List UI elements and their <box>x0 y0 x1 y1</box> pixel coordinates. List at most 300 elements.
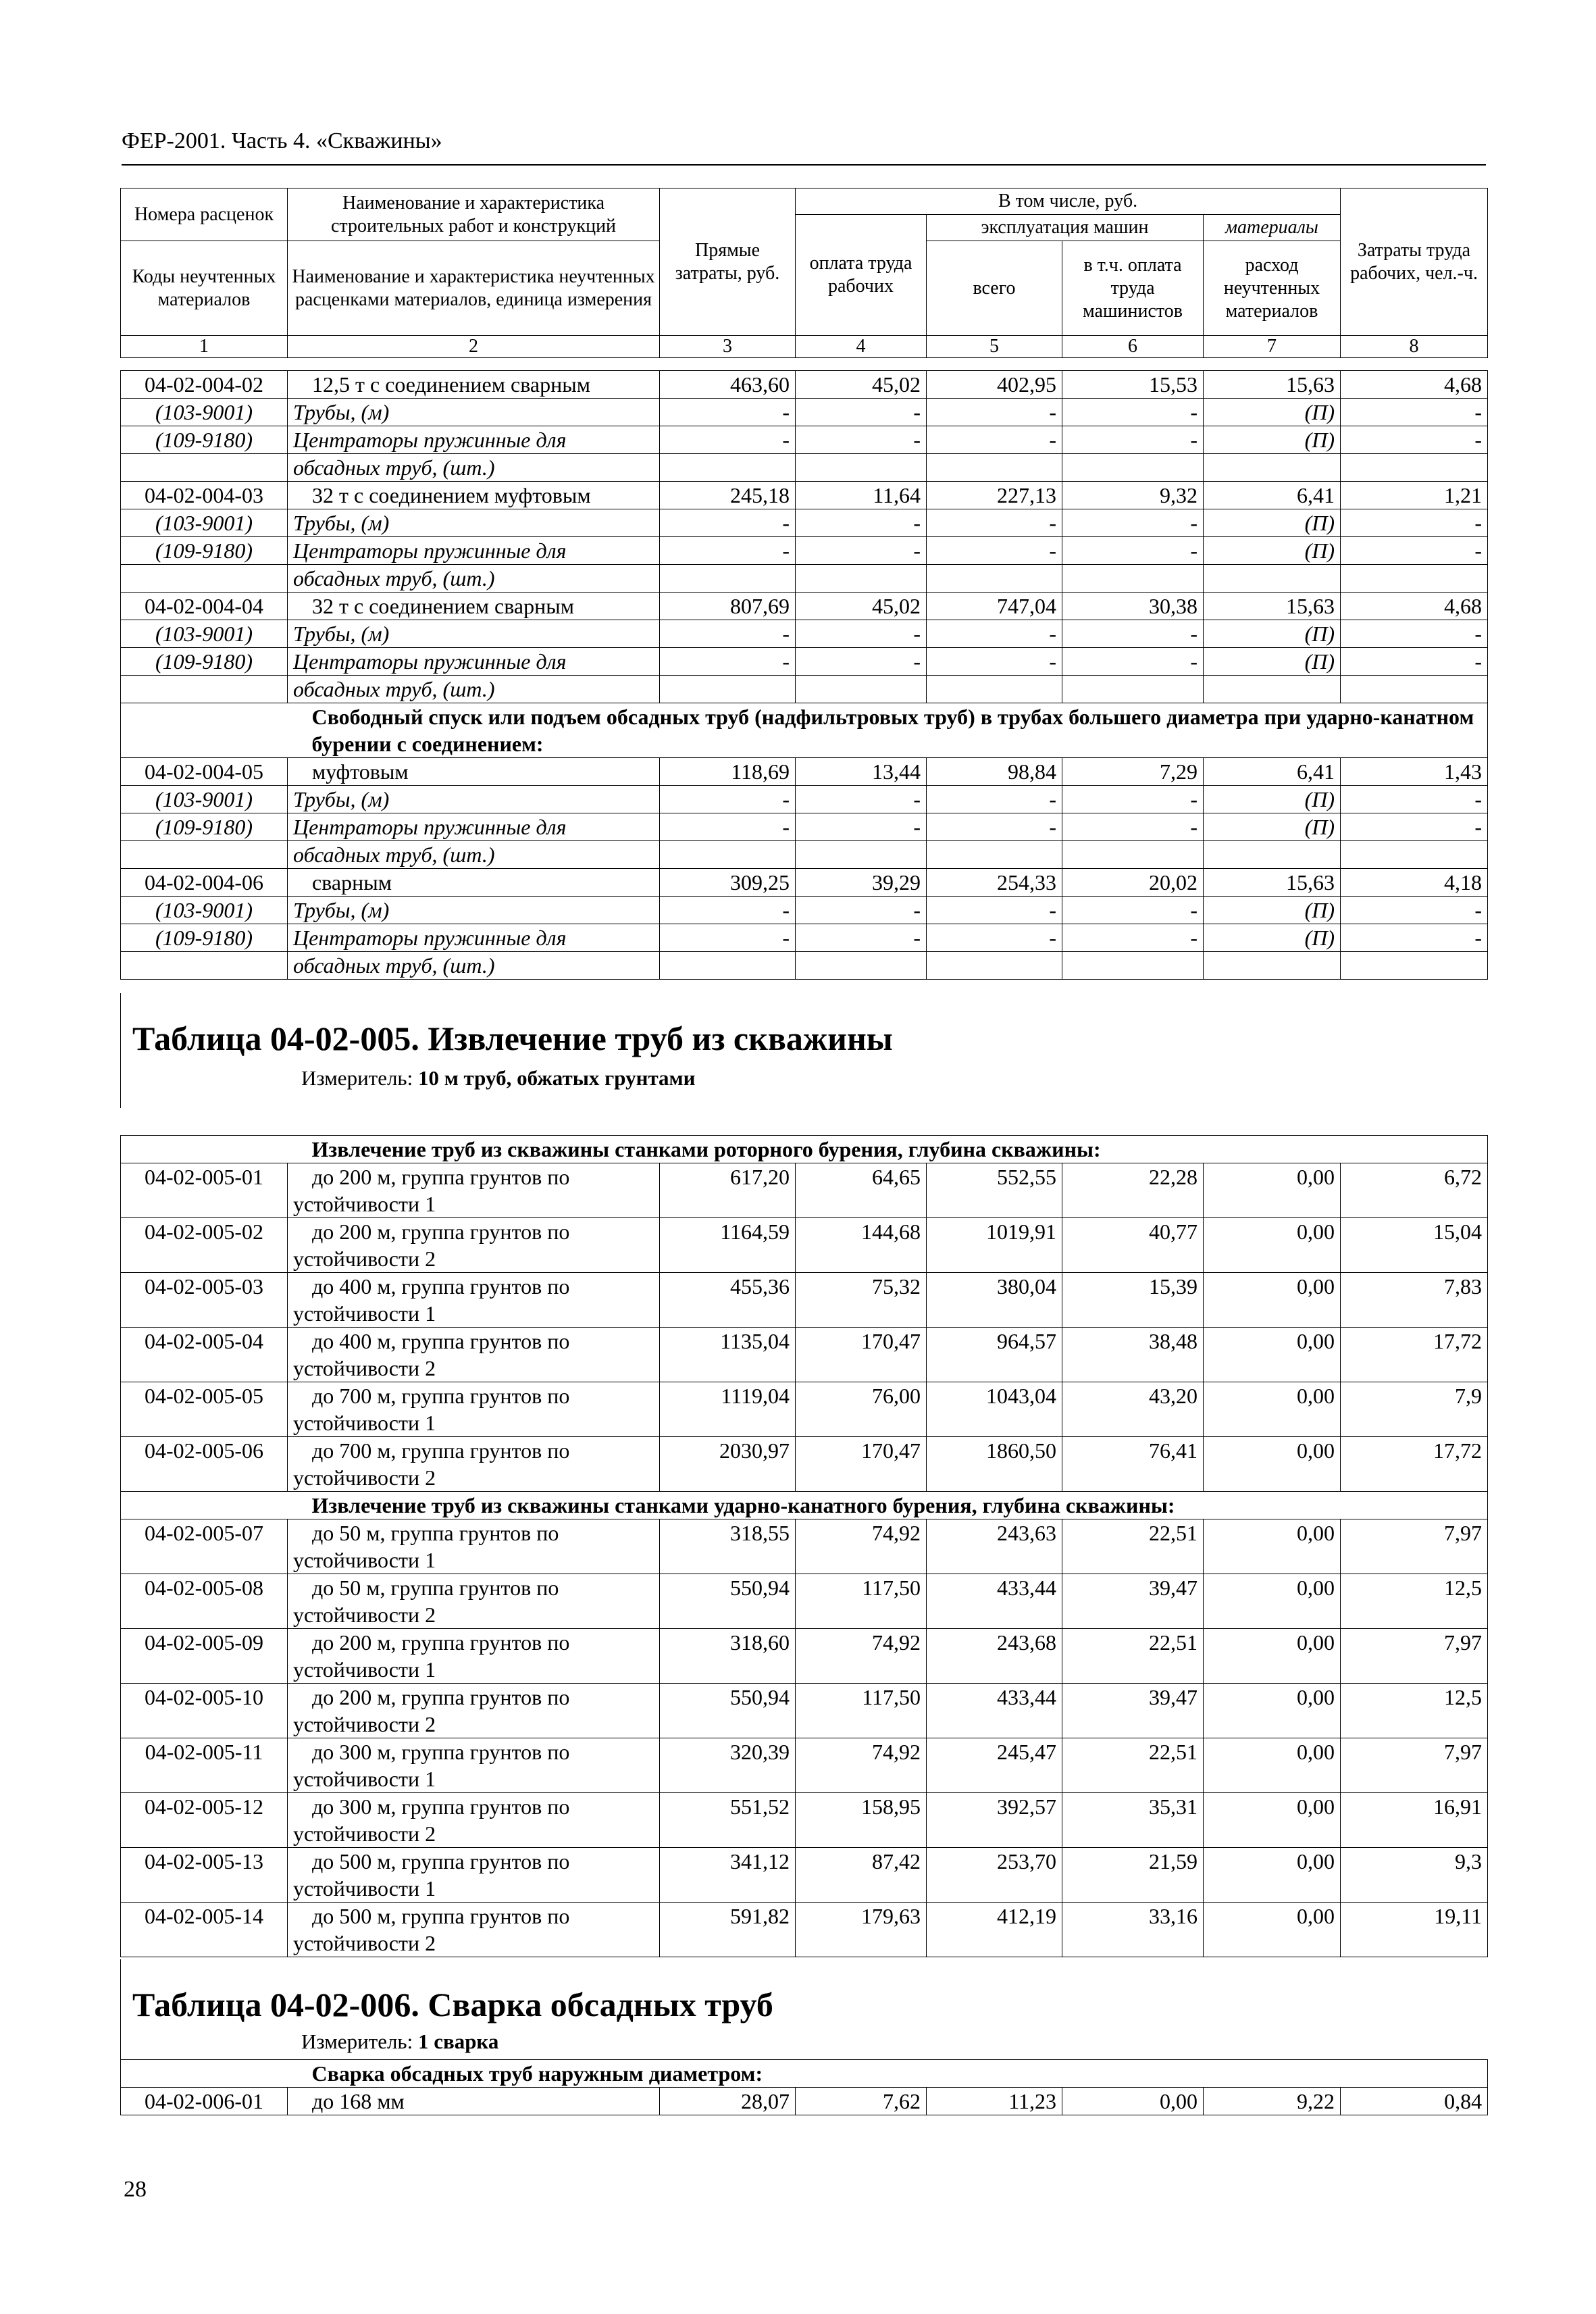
empty-cell <box>1062 676 1204 703</box>
value-mach: 433,44 <box>927 1574 1062 1629</box>
material-row <box>121 813 1488 841</box>
table-row <box>121 1519 1488 1574</box>
material-name-line: Трубы, (м) <box>293 787 390 811</box>
dash-cell: - <box>660 509 796 537</box>
material-name-line: Трубы, (м) <box>293 400 390 424</box>
material-names-header: Наименование и характеристика неучтенных расценками материалов, единица измерения <box>288 241 660 336</box>
work-name <box>288 1273 660 1328</box>
empty-cell <box>1062 841 1204 869</box>
empty-cell <box>927 565 1062 593</box>
empty-cell <box>660 841 796 869</box>
dash-cell: - <box>927 924 1062 952</box>
value-ops: 7,29 <box>1062 758 1204 786</box>
column-number: 7 <box>1204 336 1341 358</box>
material-code: (109-9180) <box>121 648 288 676</box>
work-name-line: до 200 м, группа грунтов по <box>312 1165 570 1189</box>
rate-code: 04-02-005-03 <box>121 1273 288 1328</box>
table-005-title: Таблица 04-02-005. Извлечение труб из скважины <box>132 1020 893 1057</box>
value-ops: 39,47 <box>1062 1684 1204 1738</box>
material-name-line: Трубы, (м) <box>293 511 390 535</box>
dash-cell: - <box>1062 786 1204 813</box>
rate-code: 04-02-005-02 <box>121 1218 288 1273</box>
rate-code: 04-02-005-06 <box>121 1437 288 1492</box>
work-name-line: устойчивости 1 <box>293 1767 436 1791</box>
empty-cell <box>660 952 796 980</box>
rate-code: 04-02-005-11 <box>121 1738 288 1793</box>
work-name-line: до 300 м, группа грунтов по <box>312 1740 570 1764</box>
empty-cell <box>121 703 288 758</box>
work-name: 32 т с соединением сварным <box>288 593 660 620</box>
value-pay: 87,42 <box>796 1848 927 1903</box>
value-mat: 15,63 <box>1204 869 1341 897</box>
work-name <box>288 1684 660 1738</box>
value-direct: 2030,97 <box>660 1437 796 1492</box>
value-direct: 1119,04 <box>660 1382 796 1437</box>
table-row <box>121 1574 1488 1629</box>
material-row <box>121 952 1488 980</box>
empty-cell <box>927 676 1062 703</box>
material-name-line: Центраторы пружинные для <box>293 538 567 563</box>
value-pay: 74,92 <box>796 1629 927 1684</box>
group-heading: Сварка обсадных труб наружным диаметром: <box>288 2060 1488 2088</box>
dash-cell: - <box>927 537 1062 565</box>
empty-cell <box>796 676 927 703</box>
empty-cell <box>1062 565 1204 593</box>
material-row <box>121 648 1488 676</box>
empty-cell <box>1204 565 1341 593</box>
dash-cell: - <box>796 426 927 454</box>
value-mach: 1860,50 <box>927 1437 1062 1492</box>
dash-cell: - <box>927 426 1062 454</box>
material-note: (П) <box>1204 924 1341 952</box>
value-ops: 43,20 <box>1062 1382 1204 1437</box>
rate-code: 04-02-005-04 <box>121 1328 288 1382</box>
table-row <box>121 1684 1488 1738</box>
value-mach: 243,68 <box>927 1629 1062 1684</box>
value-mach: 1043,04 <box>927 1382 1062 1437</box>
group-heading: Извлечение труб из скважины станками роторного бурения, глубина скважины: <box>288 1136 1488 1163</box>
name-header: Наименование и характеристика строительных работ и конструкций <box>288 188 660 241</box>
empty-cell <box>121 841 288 869</box>
value-pay: 74,92 <box>796 1519 927 1574</box>
material-code: (109-9180) <box>121 924 288 952</box>
dash-cell: - <box>1341 399 1488 426</box>
value-ops: 15,39 <box>1062 1273 1204 1328</box>
column-number: 4 <box>796 336 927 358</box>
work-name-line: до 500 м, группа грунтов по <box>312 1904 570 1928</box>
value-direct: 28,07 <box>660 2088 796 2115</box>
value-direct: 341,12 <box>660 1848 796 1903</box>
value-direct: 617,20 <box>660 1163 796 1218</box>
material-note: (П) <box>1204 813 1341 841</box>
value-mat: 0,00 <box>1204 1793 1341 1848</box>
value-mat: 6,41 <box>1204 758 1341 786</box>
value-pay: 117,50 <box>796 1684 927 1738</box>
table-row <box>121 758 1488 786</box>
material-name <box>288 620 660 648</box>
work-name-line: устойчивости 1 <box>293 1657 436 1682</box>
value-mach: 11,23 <box>927 2088 1062 2115</box>
table-row <box>121 1382 1488 1437</box>
material-name-cont: обсадных труб, (шт.) <box>288 952 660 980</box>
material-row <box>121 841 1488 869</box>
rate-code: 04-02-005-14 <box>121 1903 288 1957</box>
value-mach: 964,57 <box>927 1328 1062 1382</box>
value-direct: 1164,59 <box>660 1218 796 1273</box>
empty-cell <box>1341 565 1488 593</box>
column-number: 2 <box>288 336 660 358</box>
value-labor: 4,68 <box>1341 593 1488 620</box>
labor-pay-header: оплата труда рабочих <box>796 215 927 336</box>
value-mat: 0,00 <box>1204 1738 1341 1793</box>
value-mach: 227,13 <box>927 482 1062 509</box>
page-number: 28 <box>124 2177 147 2202</box>
group-row <box>121 1136 1488 1163</box>
rate-code: 04-02-005-08 <box>121 1574 288 1629</box>
material-name <box>288 399 660 426</box>
table-row <box>121 1738 1488 1793</box>
value-mach: 392,57 <box>927 1793 1062 1848</box>
work-name: муфтовым <box>288 758 660 786</box>
work-name-line: устойчивости 1 <box>293 1548 436 1572</box>
value-direct: 320,39 <box>660 1738 796 1793</box>
value-pay: 13,44 <box>796 758 927 786</box>
value-mat: 0,00 <box>1204 1273 1341 1328</box>
material-code: (103-9001) <box>121 897 288 924</box>
dash-cell: - <box>1062 897 1204 924</box>
work-name-line: устойчивости 1 <box>293 1876 436 1901</box>
empty-cell <box>1204 676 1341 703</box>
value-pay: 45,02 <box>796 593 927 620</box>
value-mach: 98,84 <box>927 758 1062 786</box>
value-mat: 0,00 <box>1204 1519 1341 1574</box>
dash-cell: - <box>1341 537 1488 565</box>
value-labor: 17,72 <box>1341 1328 1488 1382</box>
rate-code: 04-02-005-10 <box>121 1684 288 1738</box>
dash-cell: - <box>660 537 796 565</box>
value-mat: 0,00 <box>1204 1218 1341 1273</box>
value-mat: 15,63 <box>1204 593 1341 620</box>
value-pay: 74,92 <box>796 1738 927 1793</box>
material-note: (П) <box>1204 399 1341 426</box>
rate-code: 04-02-004-04 <box>121 593 288 620</box>
work-name <box>288 1574 660 1629</box>
work-name: 12,5 т с соединением сварным <box>288 371 660 399</box>
value-mach: 552,55 <box>927 1163 1062 1218</box>
value-direct: 463,60 <box>660 371 796 399</box>
dash-cell: - <box>796 924 927 952</box>
empty-cell <box>796 952 927 980</box>
value-ops: 39,47 <box>1062 1574 1204 1629</box>
work-name-line: устойчивости 2 <box>293 1247 436 1271</box>
value-labor: 7,83 <box>1341 1273 1488 1328</box>
work-name-line: до 50 м, группа грунтов по <box>312 1521 559 1545</box>
empty-cell <box>660 454 796 482</box>
dash-cell: - <box>796 813 927 841</box>
including-header: В том числе, руб. <box>796 188 1341 215</box>
dash-cell: - <box>660 399 796 426</box>
value-ops: 40,77 <box>1062 1218 1204 1273</box>
work-name <box>288 1738 660 1793</box>
work-name <box>288 1629 660 1684</box>
dash-cell: - <box>660 897 796 924</box>
material-name <box>288 648 660 676</box>
value-ops: 22,51 <box>1062 1519 1204 1574</box>
dash-cell: - <box>1341 509 1488 537</box>
value-pay: 170,47 <box>796 1328 927 1382</box>
material-name-line: Центраторы пружинные для <box>293 815 567 839</box>
table-006 <box>120 2059 1488 2115</box>
value-labor: 9,3 <box>1341 1848 1488 1903</box>
work-name-line: до 200 м, группа грунтов по <box>312 1219 570 1244</box>
dash-cell: - <box>927 813 1062 841</box>
material-name <box>288 426 660 454</box>
material-note: (П) <box>1204 509 1341 537</box>
rate-code: 04-02-006-01 <box>121 2088 288 2115</box>
value-direct: 1135,04 <box>660 1328 796 1382</box>
column-number: 8 <box>1341 336 1488 358</box>
value-labor: 4,68 <box>1341 371 1488 399</box>
material-name-cont: обсадных труб, (шт.) <box>288 565 660 593</box>
rate-code: 04-02-004-06 <box>121 869 288 897</box>
value-mat: 0,00 <box>1204 1848 1341 1903</box>
value-mat: 0,00 <box>1204 1437 1341 1492</box>
value-labor: 7,97 <box>1341 1629 1488 1684</box>
dash-cell: - <box>927 897 1062 924</box>
empty-cell <box>121 676 288 703</box>
material-name-cont: обсадных труб, (шт.) <box>288 676 660 703</box>
value-labor: 12,5 <box>1341 1574 1488 1629</box>
table-row <box>121 1629 1488 1684</box>
frame-left-line <box>120 993 121 1108</box>
value-ops: 20,02 <box>1062 869 1204 897</box>
empty-cell <box>660 565 796 593</box>
value-mach: 243,63 <box>927 1519 1062 1574</box>
dash-cell: - <box>796 897 927 924</box>
value-direct: 118,69 <box>660 758 796 786</box>
empty-cell <box>121 1136 288 1163</box>
material-row <box>121 399 1488 426</box>
value-ops: 22,51 <box>1062 1629 1204 1684</box>
empty-cell <box>1062 454 1204 482</box>
value-labor: 4,18 <box>1341 869 1488 897</box>
material-codes-header: Коды неучтенных материалов <box>121 241 288 336</box>
value-direct: 550,94 <box>660 1684 796 1738</box>
empty-cell <box>1341 454 1488 482</box>
material-name-cont: обсадных труб, (шт.) <box>288 454 660 482</box>
table-row <box>121 1273 1488 1328</box>
dash-cell: - <box>1062 648 1204 676</box>
value-mach: 245,47 <box>927 1738 1062 1793</box>
material-name-line: Центраторы пружинные для <box>293 926 567 950</box>
group-row <box>121 2060 1488 2088</box>
material-name-line: Центраторы пружинные для <box>293 428 567 452</box>
rate-code: 04-02-004-02 <box>121 371 288 399</box>
value-pay: 144,68 <box>796 1218 927 1273</box>
work-name: 32 т с соединением муфтовым <box>288 482 660 509</box>
work-name-line: устойчивости 1 <box>293 1301 436 1326</box>
value-direct: 245,18 <box>660 482 796 509</box>
work-name <box>288 1519 660 1574</box>
work-name <box>288 1437 660 1492</box>
dash-cell: - <box>1341 426 1488 454</box>
table-row <box>121 1848 1488 1903</box>
material-row <box>121 924 1488 952</box>
material-row <box>121 426 1488 454</box>
column-number: 3 <box>660 336 796 358</box>
table-row <box>121 1163 1488 1218</box>
material-note: (П) <box>1204 648 1341 676</box>
work-name-line: до 300 м, группа грунтов по <box>312 1794 570 1819</box>
work-name <box>288 1382 660 1437</box>
table-row <box>121 2088 1488 2115</box>
dash-cell: - <box>1341 786 1488 813</box>
table-006-title: Таблица 04-02-006. Сварка обсадных труб <box>132 1986 773 2023</box>
value-mat: 0,00 <box>1204 1629 1341 1684</box>
labor-costs-header: Затраты труда рабочих, чел.-ч. <box>1341 188 1488 336</box>
table-row <box>121 1218 1488 1273</box>
value-ops: 76,41 <box>1062 1437 1204 1492</box>
dash-cell: - <box>796 648 927 676</box>
work-name-line: устойчивости 2 <box>293 1465 436 1490</box>
value-direct: 318,60 <box>660 1629 796 1684</box>
work-name-line: до 168 мм <box>312 2089 405 2113</box>
work-name <box>288 1328 660 1382</box>
value-ops: 21,59 <box>1062 1848 1204 1903</box>
dash-cell: - <box>927 620 1062 648</box>
dash-cell: - <box>1062 813 1204 841</box>
work-name-line: до 50 м, группа грунтов по <box>312 1576 559 1600</box>
rate-code: 04-02-005-07 <box>121 1519 288 1574</box>
empty-cell <box>121 454 288 482</box>
material-code: (103-9001) <box>121 786 288 813</box>
materials-spend-header: расход неучтенных материалов <box>1204 241 1341 336</box>
value-direct: 551,52 <box>660 1793 796 1848</box>
value-direct: 309,25 <box>660 869 796 897</box>
value-mat: 15,63 <box>1204 371 1341 399</box>
value-mach: 1019,91 <box>927 1218 1062 1273</box>
value-direct: 591,82 <box>660 1903 796 1957</box>
dash-cell: - <box>927 399 1062 426</box>
dash-cell: - <box>927 648 1062 676</box>
work-name-line: до 700 м, группа грунтов по <box>312 1438 570 1463</box>
column-number: 6 <box>1062 336 1204 358</box>
value-mach: 747,04 <box>927 593 1062 620</box>
value-pay: 75,32 <box>796 1273 927 1328</box>
value-direct: 550,94 <box>660 1574 796 1629</box>
group-row <box>121 1492 1488 1519</box>
value-labor: 0,84 <box>1341 2088 1488 2115</box>
table-005 <box>120 1135 1488 1957</box>
value-pay: 7,62 <box>796 2088 927 2115</box>
work-name-line: до 200 м, группа грунтов по <box>312 1630 570 1655</box>
dash-cell: - <box>796 509 927 537</box>
work-name-line: устойчивости 2 <box>293 1821 436 1846</box>
value-labor: 7,97 <box>1341 1519 1488 1574</box>
machine-operators-pay-header: в т.ч. оплата труда машинистов <box>1062 241 1204 336</box>
dash-cell: - <box>1062 509 1204 537</box>
dash-cell: - <box>1341 924 1488 952</box>
dash-cell: - <box>796 399 927 426</box>
value-direct: 807,69 <box>660 593 796 620</box>
value-mat: 0,00 <box>1204 1574 1341 1629</box>
material-name <box>288 897 660 924</box>
value-labor: 12,5 <box>1341 1684 1488 1738</box>
work-name <box>288 1218 660 1273</box>
value-ops: 38,48 <box>1062 1328 1204 1382</box>
empty-cell <box>796 454 927 482</box>
table-005-measure: Измеритель: 10 м труб, обжатых грунтами <box>301 1066 696 1090</box>
material-name-cont: обсадных труб, (шт.) <box>288 841 660 869</box>
value-labor: 7,9 <box>1341 1382 1488 1437</box>
material-code: (109-9180) <box>121 537 288 565</box>
dash-cell: - <box>660 648 796 676</box>
value-direct: 318,55 <box>660 1519 796 1574</box>
empty-cell <box>927 454 1062 482</box>
material-row <box>121 620 1488 648</box>
dash-cell: - <box>1341 620 1488 648</box>
materials-header: материалы <box>1204 215 1341 241</box>
value-labor: 7,97 <box>1341 1738 1488 1793</box>
table-row <box>121 1793 1488 1848</box>
value-mach: 253,70 <box>927 1848 1062 1903</box>
material-note: (П) <box>1204 786 1341 813</box>
value-ops: 9,32 <box>1062 482 1204 509</box>
material-code: (109-9180) <box>121 813 288 841</box>
work-name <box>288 2088 660 2115</box>
empty-cell <box>121 565 288 593</box>
empty-cell <box>927 841 1062 869</box>
machine-operation-header: эксплуатация машин <box>927 215 1204 241</box>
value-pay: 76,00 <box>796 1382 927 1437</box>
value-labor: 1,21 <box>1341 482 1488 509</box>
machine-total-header: всего <box>927 241 1062 336</box>
value-mach: 412,19 <box>927 1903 1062 1957</box>
dash-cell: - <box>1062 924 1204 952</box>
material-code: (103-9001) <box>121 399 288 426</box>
value-ops: 22,28 <box>1062 1163 1204 1218</box>
empty-cell <box>660 676 796 703</box>
dash-cell: - <box>796 786 927 813</box>
value-pay: 117,50 <box>796 1574 927 1629</box>
material-name-line: Трубы, (м) <box>293 898 390 922</box>
empty-cell <box>1204 454 1341 482</box>
value-pay: 170,47 <box>796 1437 927 1492</box>
work-name <box>288 1793 660 1848</box>
value-mach: 380,04 <box>927 1273 1062 1328</box>
dash-cell: - <box>660 620 796 648</box>
work-name-line: устойчивости 2 <box>293 1603 436 1627</box>
dash-cell: - <box>796 537 927 565</box>
value-ops: 22,51 <box>1062 1738 1204 1793</box>
value-ops: 15,53 <box>1062 371 1204 399</box>
page-header: ФЕР-2001. Часть 4. «Скважины» <box>122 128 442 153</box>
work-name-line: до 400 м, группа грунтов по <box>312 1329 570 1353</box>
value-mat: 9,22 <box>1204 2088 1341 2115</box>
empty-cell <box>796 565 927 593</box>
value-pay: 158,95 <box>796 1793 927 1848</box>
value-ops: 33,16 <box>1062 1903 1204 1957</box>
group-heading: Извлечение труб из скважины станками ударно-канатного бурения, глубина скважины: <box>288 1492 1488 1519</box>
work-name-line: до 700 м, группа грунтов по <box>312 1384 570 1408</box>
work-name-line: до 400 м, группа грунтов по <box>312 1274 570 1299</box>
rate-code: 04-02-005-01 <box>121 1163 288 1218</box>
table-row <box>121 1328 1488 1382</box>
material-row <box>121 786 1488 813</box>
column-header-table <box>120 188 1488 358</box>
value-ops: 30,38 <box>1062 593 1204 620</box>
material-name-line: Центраторы пружинные для <box>293 649 567 674</box>
